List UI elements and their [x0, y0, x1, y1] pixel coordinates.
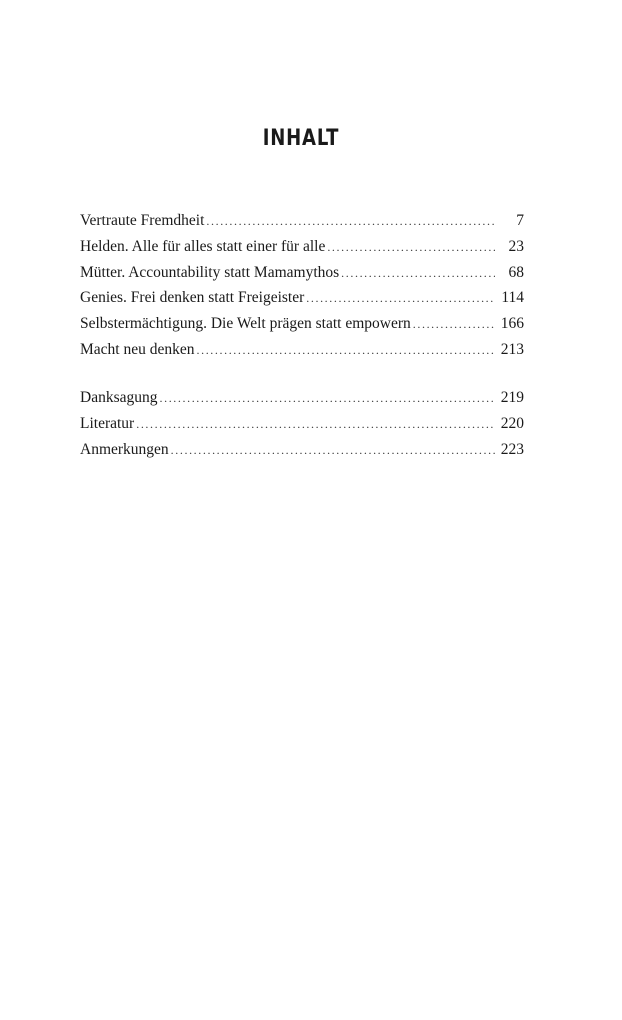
- toc-entry[interactable]: [80, 234, 524, 260]
- toc-entry[interactable]: [80, 208, 524, 234]
- toc-entry-page: 219: [500, 389, 524, 406]
- dot-leader: [160, 386, 496, 412]
- toc-entry-title: Genies. Frei denken statt Freigeister: [80, 289, 305, 307]
- toc-entry[interactable]: [80, 311, 524, 337]
- toc-entry-title: Helden. Alle für alles statt einer für alle: [80, 237, 326, 255]
- toc-entry[interactable]: [80, 385, 524, 411]
- toc-entry-page: 114: [501, 289, 524, 307]
- dot-leader: [171, 438, 495, 464]
- toc-entry-page: 7: [516, 212, 524, 229]
- toc-entry-page: 213: [500, 340, 524, 358]
- toc-entry[interactable]: [80, 411, 524, 437]
- toc-entry-page: 223: [500, 440, 524, 458]
- dot-leader: [136, 412, 495, 438]
- page-title: INHALT: [262, 126, 340, 151]
- toc-entry-title: Mütter. Accountability statt Mamamythos: [80, 263, 340, 281]
- dot-leader: [197, 338, 496, 364]
- toc-entry-title: Anmerkungen: [80, 440, 169, 458]
- toc-entry-page: 68: [508, 263, 524, 281]
- dot-leader: [413, 312, 495, 338]
- toc-chapters: [80, 208, 524, 363]
- dot-leader: [206, 209, 495, 235]
- toc-entry[interactable]: [80, 337, 524, 363]
- dot-leader: [341, 261, 495, 287]
- toc-appendix: [80, 385, 524, 462]
- toc-entry-page: 166: [500, 315, 524, 333]
- toc-entry[interactable]: [80, 437, 524, 463]
- toc-entry-title: Literatur: [80, 414, 135, 432]
- toc-entry-page: 220: [500, 414, 524, 432]
- toc-entry-title: Macht neu denken: [80, 340, 195, 358]
- toc-entry-title: Danksagung: [80, 389, 158, 406]
- dot-leader: [327, 235, 495, 261]
- toc-entry-title: Vertraute Fremdheit: [80, 212, 205, 229]
- toc-entry[interactable]: [80, 285, 524, 311]
- toc-entry-title: Selbstermächtigung. Die Welt prägen statt empowern: [80, 315, 411, 333]
- toc-entry-page: 23: [508, 237, 524, 255]
- toc-entry[interactable]: [80, 260, 524, 286]
- dot-leader: [306, 286, 495, 312]
